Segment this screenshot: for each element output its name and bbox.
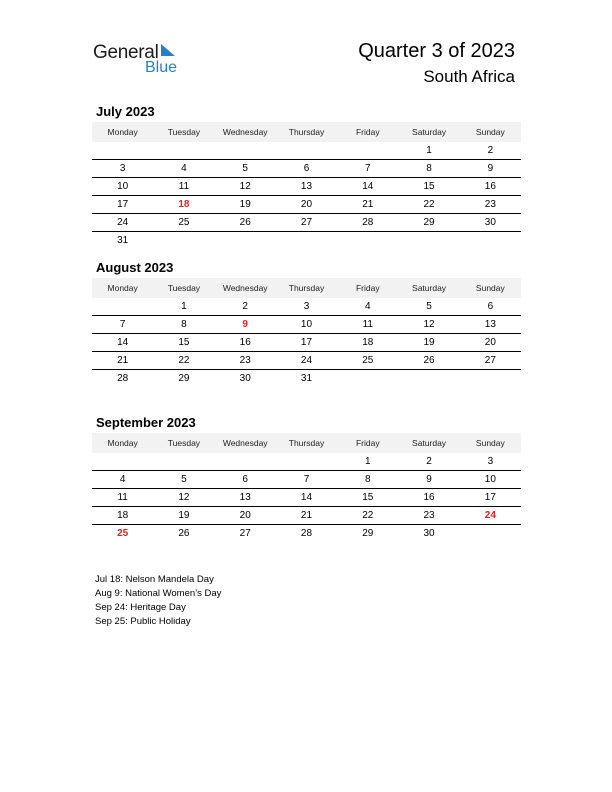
day-cell: 25 bbox=[117, 528, 129, 539]
day-cell: 1 bbox=[398, 142, 459, 160]
holiday-note: Jul 18: Nelson Mandela Day bbox=[95, 574, 214, 585]
day-cell bbox=[398, 370, 459, 388]
weekday-header: Monday bbox=[92, 122, 153, 142]
week-row bbox=[92, 196, 521, 214]
weekday-header: Wednesday bbox=[215, 433, 276, 453]
day-cell: 7 bbox=[337, 160, 398, 178]
day-cell: 19 bbox=[215, 196, 276, 214]
week-row bbox=[92, 298, 521, 316]
weekday-header-row bbox=[92, 433, 521, 453]
day-cell: 5 bbox=[215, 160, 276, 178]
day-cell bbox=[215, 453, 276, 471]
weekday-header: Thursday bbox=[276, 433, 337, 453]
generalblue-logo bbox=[93, 40, 193, 80]
day-cell bbox=[460, 370, 521, 388]
day-cell: 16 bbox=[398, 489, 459, 507]
weekday-header: Friday bbox=[337, 433, 398, 453]
week-row bbox=[92, 489, 521, 507]
day-cell: 21 bbox=[92, 352, 153, 370]
day-cell: 25 bbox=[153, 214, 214, 232]
day-cell bbox=[276, 142, 337, 160]
weekday-header: Thursday bbox=[276, 122, 337, 142]
day-cell: 20 bbox=[460, 334, 521, 352]
logo-text-general: General bbox=[93, 42, 159, 63]
calendar-table bbox=[92, 433, 521, 542]
day-cell: 28 bbox=[117, 373, 129, 384]
day-cell: 27 bbox=[276, 214, 337, 232]
day-cell: 23 bbox=[398, 507, 459, 525]
day-cell: 24 bbox=[276, 352, 337, 370]
day-cell: 5 bbox=[153, 471, 214, 489]
day-cell: 18 bbox=[153, 196, 214, 214]
weekday-header: Tuesday bbox=[153, 122, 214, 142]
week-row bbox=[92, 370, 521, 388]
page-title: Quarter 3 of 2023 bbox=[358, 40, 515, 62]
week-row bbox=[92, 453, 521, 471]
week-row bbox=[92, 316, 521, 334]
logo-triangle-icon bbox=[161, 44, 175, 56]
day-cell: 3 bbox=[460, 453, 521, 471]
day-cell: 13 bbox=[215, 489, 276, 507]
day-cell: 14 bbox=[92, 334, 153, 352]
week-row bbox=[92, 352, 521, 370]
day-cell bbox=[92, 453, 153, 471]
day-cell: 30 bbox=[423, 528, 435, 539]
week-row bbox=[92, 471, 521, 489]
day-cell: 19 bbox=[153, 507, 214, 525]
day-cell: 6 bbox=[215, 471, 276, 489]
week-row bbox=[92, 232, 521, 250]
day-cell: 15 bbox=[153, 334, 214, 352]
day-cell bbox=[460, 525, 521, 543]
day-cell: 20 bbox=[215, 507, 276, 525]
weekday-header: Saturday bbox=[398, 433, 459, 453]
day-cell: 24 bbox=[460, 507, 521, 525]
weekday-header: Tuesday bbox=[153, 433, 214, 453]
day-cell: 20 bbox=[276, 196, 337, 214]
day-cell: 26 bbox=[215, 214, 276, 232]
day-cell bbox=[153, 232, 214, 250]
day-cell: 10 bbox=[460, 471, 521, 489]
day-cell: 14 bbox=[276, 489, 337, 507]
month-july bbox=[92, 104, 521, 249]
day-cell: 9 bbox=[398, 471, 459, 489]
day-cell: 17 bbox=[276, 334, 337, 352]
day-cell: 27 bbox=[239, 528, 251, 539]
week-row bbox=[92, 178, 521, 196]
weekday-header: Sunday bbox=[460, 278, 521, 298]
day-cell: 1 bbox=[153, 298, 214, 316]
day-cell: 22 bbox=[153, 352, 214, 370]
week-row bbox=[92, 507, 521, 525]
country-name: South Africa bbox=[423, 67, 515, 86]
day-cell: 29 bbox=[362, 528, 374, 539]
day-cell: 18 bbox=[337, 334, 398, 352]
day-cell: 19 bbox=[398, 334, 459, 352]
week-row bbox=[92, 214, 521, 232]
holiday-note: Sep 25: Public Holiday bbox=[95, 616, 191, 627]
weekday-header: Friday bbox=[337, 122, 398, 142]
weekday-header: Sunday bbox=[460, 122, 521, 142]
week-row bbox=[92, 142, 521, 160]
day-cell: 12 bbox=[398, 316, 459, 334]
weekday-header-row bbox=[92, 122, 521, 142]
day-cell: 15 bbox=[398, 178, 459, 196]
day-cell: 7 bbox=[276, 471, 337, 489]
day-cell: 13 bbox=[276, 178, 337, 196]
day-cell bbox=[337, 370, 398, 388]
day-cell: 10 bbox=[276, 316, 337, 334]
day-cell: 6 bbox=[460, 298, 521, 316]
day-cell bbox=[92, 298, 153, 316]
day-cell: 2 bbox=[398, 453, 459, 471]
day-cell: 30 bbox=[460, 214, 521, 232]
day-cell: 21 bbox=[337, 196, 398, 214]
weekday-header: Wednesday bbox=[215, 278, 276, 298]
holiday-note: Sep 24: Heritage Day bbox=[95, 602, 186, 613]
day-cell bbox=[215, 232, 276, 250]
day-cell: 11 bbox=[92, 489, 153, 507]
weekday-header: Saturday bbox=[398, 278, 459, 298]
day-cell: 4 bbox=[153, 160, 214, 178]
day-cell: 10 bbox=[92, 178, 153, 196]
day-cell: 2 bbox=[215, 298, 276, 316]
day-cell: 12 bbox=[153, 489, 214, 507]
day-cell: 2 bbox=[460, 142, 521, 160]
day-cell: 31 bbox=[300, 373, 313, 384]
day-cell: 15 bbox=[337, 489, 398, 507]
day-cell: 13 bbox=[460, 316, 521, 334]
day-cell: 21 bbox=[276, 507, 337, 525]
weekday-header: Friday bbox=[337, 278, 398, 298]
day-cell: 28 bbox=[300, 528, 313, 539]
day-cell bbox=[276, 453, 337, 471]
day-cell: 26 bbox=[398, 352, 459, 370]
day-cell: 17 bbox=[460, 489, 521, 507]
day-cell: 18 bbox=[92, 507, 153, 525]
day-cell: 7 bbox=[92, 316, 153, 334]
day-cell: 3 bbox=[276, 298, 337, 316]
day-cell: 12 bbox=[215, 178, 276, 196]
day-cell: 1 bbox=[337, 453, 398, 471]
day-cell: 30 bbox=[239, 373, 251, 384]
weekday-header: Thursday bbox=[276, 278, 337, 298]
holiday-note: Aug 9: National Women’s Day bbox=[95, 588, 222, 599]
day-cell: 8 bbox=[337, 471, 398, 489]
week-row bbox=[92, 334, 521, 352]
weekday-header: Monday bbox=[92, 278, 153, 298]
day-cell: 27 bbox=[460, 352, 521, 370]
weekday-header: Tuesday bbox=[153, 278, 214, 298]
day-cell: 6 bbox=[276, 160, 337, 178]
day-cell: 8 bbox=[398, 160, 459, 178]
day-cell: 16 bbox=[215, 334, 276, 352]
day-cell: 25 bbox=[337, 352, 398, 370]
holiday-notes bbox=[95, 573, 221, 629]
week-row bbox=[92, 525, 521, 543]
weekday-header: Monday bbox=[92, 433, 153, 453]
week-row bbox=[92, 160, 521, 178]
day-cell: 17 bbox=[92, 196, 153, 214]
day-cell: 28 bbox=[337, 214, 398, 232]
day-cell: 16 bbox=[460, 178, 521, 196]
day-cell: 4 bbox=[337, 298, 398, 316]
day-cell: 11 bbox=[337, 316, 398, 334]
month-september bbox=[92, 415, 521, 542]
day-cell: 29 bbox=[398, 214, 459, 232]
day-cell bbox=[398, 232, 459, 250]
weekday-header-row bbox=[92, 278, 521, 298]
day-cell: 8 bbox=[153, 316, 214, 334]
day-cell: 22 bbox=[398, 196, 459, 214]
day-cell bbox=[153, 453, 214, 471]
day-cell bbox=[153, 142, 214, 160]
day-cell bbox=[276, 232, 337, 250]
month-august bbox=[92, 260, 521, 387]
weekday-header: Wednesday bbox=[215, 122, 276, 142]
day-cell bbox=[215, 142, 276, 160]
month-title: September 2023 bbox=[96, 415, 196, 430]
weekday-header: Saturday bbox=[398, 122, 459, 142]
day-cell: 26 bbox=[178, 528, 190, 539]
logo-text-blue: Blue bbox=[145, 59, 178, 76]
day-cell bbox=[460, 232, 521, 250]
calendar-table bbox=[92, 122, 521, 249]
calendar-table bbox=[92, 278, 521, 387]
day-cell: 14 bbox=[337, 178, 398, 196]
day-cell: 3 bbox=[92, 160, 153, 178]
day-cell: 31 bbox=[117, 235, 129, 246]
day-cell: 9 bbox=[215, 316, 276, 334]
day-cell: 4 bbox=[92, 471, 153, 489]
day-cell: 29 bbox=[178, 373, 190, 384]
day-cell bbox=[337, 232, 398, 250]
day-cell: 22 bbox=[337, 507, 398, 525]
month-title: July 2023 bbox=[96, 104, 155, 119]
day-cell: 24 bbox=[92, 214, 153, 232]
day-cell: 11 bbox=[153, 178, 214, 196]
day-cell bbox=[92, 142, 153, 160]
month-title: August 2023 bbox=[96, 260, 174, 275]
day-cell: 9 bbox=[460, 160, 521, 178]
day-cell: 23 bbox=[215, 352, 276, 370]
weekday-header: Sunday bbox=[460, 433, 521, 453]
day-cell: 5 bbox=[398, 298, 459, 316]
day-cell bbox=[337, 142, 398, 160]
day-cell: 23 bbox=[460, 196, 521, 214]
